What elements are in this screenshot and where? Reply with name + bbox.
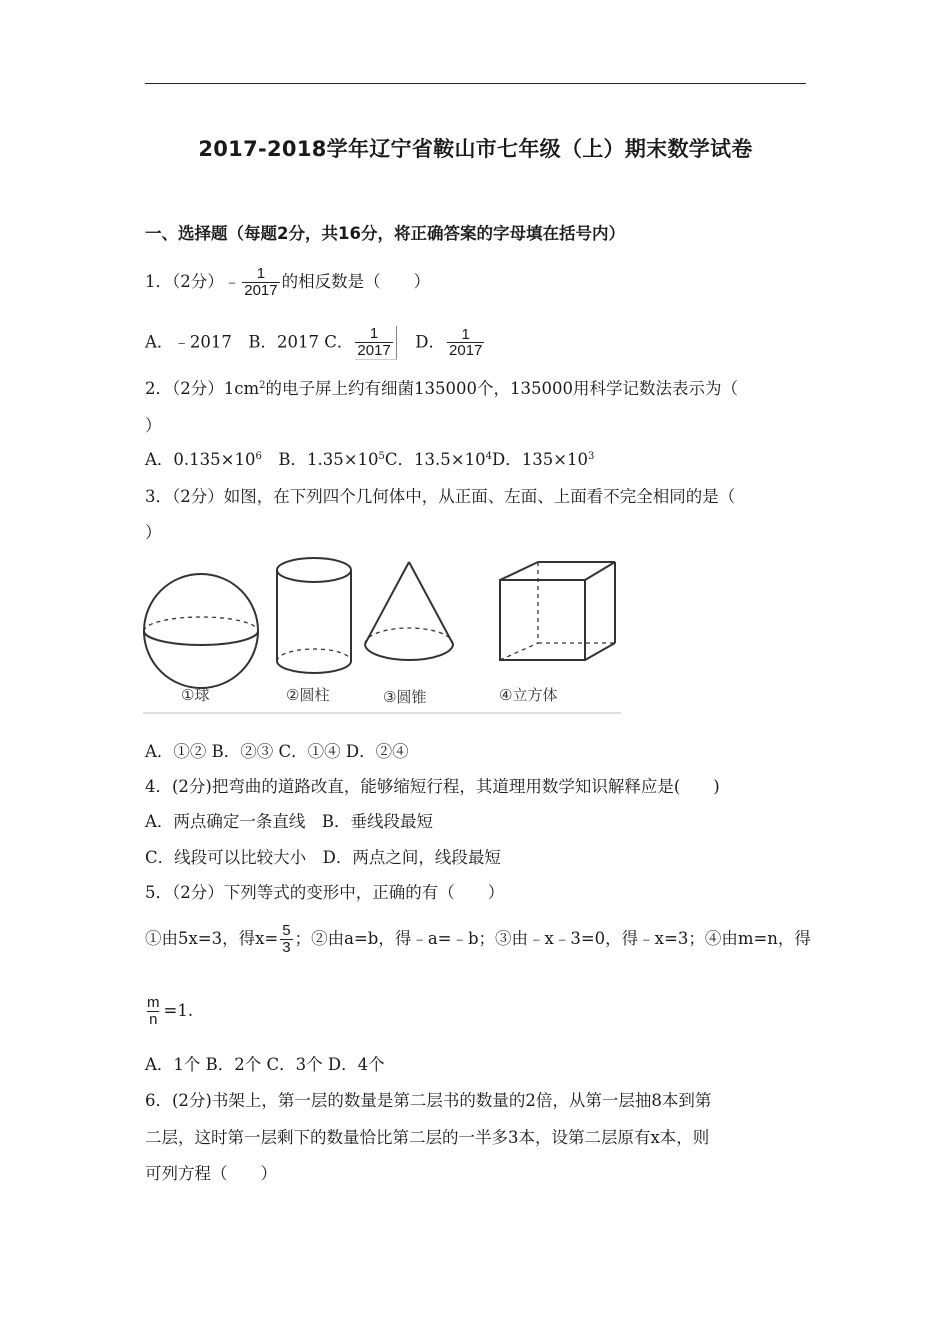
q5-statement-tail <box>145 995 193 1028</box>
q2-opt-c-exp: 4 <box>485 451 492 462</box>
question-5: 5．（2分）下列等式的变形中，正确的有（ ） <box>145 883 505 902</box>
sphere-shape <box>144 574 258 688</box>
question-4: 4．(2分)把弯曲的道路改直，能够缩短行程，其道理用数学知识解释应是( ) <box>145 777 720 796</box>
q2-opt-b: B．1.35×10 <box>261 450 379 469</box>
section-heading: 一、选择题（每题2分，共16分，将正确答案的字母填在括号内） <box>145 224 625 243</box>
question-3-line2: ） <box>145 523 162 542</box>
q3-options: A．①② B．②③ C．①④ D．②④ <box>145 742 409 761</box>
q1-d-den: 2017 <box>449 342 483 360</box>
q2-text-a: 2．（2分）1cm <box>145 379 260 398</box>
q2-opt-b-exp: 5 <box>378 451 385 462</box>
cube-shape <box>500 562 615 660</box>
q2-sup: 2 <box>259 380 266 391</box>
q2-opt-a-exp: 6 <box>255 451 262 462</box>
question-2-line2: ） <box>145 416 162 435</box>
label-cylinder: ②圆柱 <box>286 686 330 704</box>
q1-options <box>145 326 486 360</box>
q2-options <box>145 452 594 469</box>
question-2-line1 <box>145 381 738 398</box>
q2-opt-a: A．0.135×10 <box>145 450 256 469</box>
q1-fraction-den: 2017 <box>244 281 278 299</box>
question-6-line1: 6．(2分)书架上，第一层的数量是第二层书的数量的2倍，从第一层抽8本到第 <box>145 1091 712 1110</box>
q1-suffix: 的相反数是（ ） <box>281 271 431 291</box>
label-cone: ③圆锥 <box>383 688 427 706</box>
q5-statements <box>145 923 811 956</box>
q2-opt-d-exp: 3 <box>588 451 595 462</box>
q1-option-d-label: D． <box>398 332 446 352</box>
cone-shape <box>365 562 453 660</box>
q1-c-num: 1 <box>369 325 379 342</box>
q2-text-b: 的电子屏上约有细菌135000个，135000用科学记数法表示为（ <box>265 379 738 398</box>
q1-options-ab: A．﹣2017 B．2017 C． <box>145 332 354 352</box>
q1-c-den: 2017 <box>357 341 391 359</box>
q5-mn-fraction <box>145 995 162 1028</box>
q1-d-num: 1 <box>461 325 470 343</box>
q5-mn-tail: =1. <box>163 1000 194 1020</box>
q2-opt-d: D．135×10 <box>491 450 589 469</box>
page-title: 2017-2018学年辽宁省鞍山市七年级（上）期末数学试卷 <box>198 137 753 161</box>
q5-fraction <box>280 923 292 956</box>
q5-text-a: ①由5x=3，得x= <box>145 928 279 948</box>
solids-figure <box>143 556 621 714</box>
question-6-line2: 二层，这时第一层剩下的数量恰比第二层的一半多3本，设第二层原有x本，则 <box>145 1128 710 1147</box>
q5-n: n <box>149 1010 158 1028</box>
question-6-line3: 可列方程（ ） <box>145 1164 277 1183</box>
q2-opt-c: C．13.5×10 <box>384 450 486 469</box>
question-3-line1: 3．（2分）如图，在下列四个几何体中，从正面、左面、上面看不完全相同的是（ <box>145 487 736 506</box>
q5-text-b: ；②由a=b，得﹣a=﹣b；③由﹣x﹣3=0，得﹣x=3；④由m=n，得 <box>294 928 811 948</box>
q1-prefix: 1．（2分）﹣ <box>145 271 241 291</box>
q5-m: m <box>147 994 160 1011</box>
q4-options-1: A．两点确定一条直线 B．垂线段最短 <box>145 812 434 831</box>
q5-fraction-num: 5 <box>282 922 291 939</box>
q4-options-2: C．线段可以比较大小 D．两点之间，线段最短 <box>145 848 501 867</box>
q5-options: A．1个 B．2个 C．3个 D．4个 <box>145 1055 385 1074</box>
label-sphere: ①球 <box>181 686 210 704</box>
q5-fraction-den: 3 <box>282 938 291 956</box>
top-rule <box>145 83 806 84</box>
q1-fraction-num: 1 <box>256 265 266 282</box>
cylinder-shape <box>277 558 351 673</box>
label-cube: ④立方体 <box>499 686 558 704</box>
q1-option-c-fraction <box>355 326 396 360</box>
q1-option-d-fraction <box>447 327 484 360</box>
q1-fraction <box>242 266 279 299</box>
question-1 <box>145 266 430 299</box>
